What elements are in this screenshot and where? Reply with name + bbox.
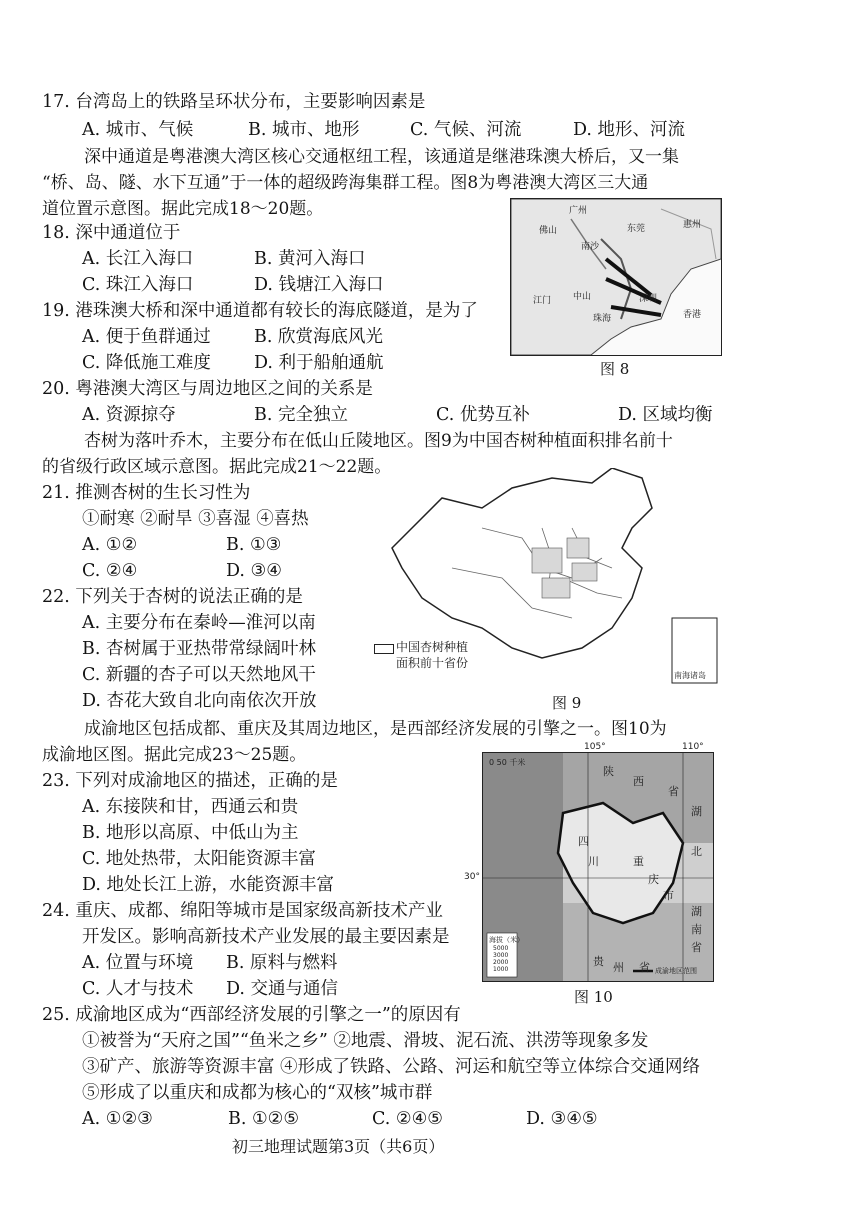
q25-option-d[interactable]: D. ③④⑤ [526, 1109, 598, 1129]
fig10-legend-level: 2000 [493, 959, 509, 966]
q20-stem: 20. 粤港澳大湾区与周边地区之间的关系是 [42, 379, 373, 399]
q20-option-a[interactable]: A. 资源掠夺 [82, 405, 176, 425]
fig10-province-char: 重 [633, 855, 644, 868]
q18-option-b[interactable]: B. 黄河入海口 [254, 249, 366, 269]
fig10-province-char: 贵 [593, 955, 604, 968]
fig10-province-char: 北 [691, 845, 702, 858]
q21-option-c[interactable]: C. ②④ [82, 561, 138, 581]
fig10-boundary-label: 成渝地区范围 [655, 967, 697, 975]
q21-option-b[interactable]: B. ①③ [226, 535, 282, 555]
fig10-province-char: 市 [663, 889, 674, 902]
q18-option-a[interactable]: A. 长江入海口 [82, 249, 194, 269]
q21-choices: ①耐寒 ②耐旱 ③喜湿 ④喜热 [82, 509, 309, 529]
q19-option-c[interactable]: C. 降低施工难度 [82, 353, 211, 373]
q25-option-a[interactable]: A. ①②③ [82, 1109, 153, 1129]
q24-stem-1: 24. 重庆、成都、绵阳等城市是国家级高新技术产业 [42, 901, 443, 921]
q18-stem: 18. 深中通道位于 [42, 223, 181, 243]
passage2-line-1: 杏树为落叶乔木，主要分布在低山丘陵地区。图9为中国杏树种植面积排名前十 [84, 431, 673, 451]
fig10-province-char: 州 [613, 961, 624, 974]
figure-9-caption: 图 9 [552, 694, 582, 712]
passage1-line-1: 深中通道是粤港澳大湾区核心交通枢纽工程，该通道是继港珠澳大桥后，又一集 [84, 147, 679, 167]
q25-choice-line-1: ①被誉为“天府之国”“鱼米之乡” ②地震、滑坡、泥石流、洪涝等现象多发 [82, 1031, 649, 1051]
q20-option-c[interactable]: C. 优势互补 [436, 405, 530, 425]
figure-10-map [482, 752, 714, 982]
figure-9-map [372, 468, 722, 688]
q25-choice-line-2: ③矿产、旅游等资源丰富 ④形成了铁路、公路、河运和航空等立体综合交通网络 [82, 1057, 701, 1077]
fig8-label-hongkong: 香港 [683, 310, 702, 320]
q22-option-d[interactable]: D. 杏花大致自北向南依次开放 [82, 691, 317, 711]
q19-option-b[interactable]: B. 欣赏海底风光 [254, 327, 383, 347]
q22-stem: 22. 下列关于杏树的说法正确的是 [42, 587, 303, 607]
fig10-lon-105: 105° [584, 742, 606, 752]
fig10-province-char: 湖 [691, 805, 702, 818]
fig10-legend-title: 海拔（米） [489, 936, 524, 944]
fig10-scale: 0 50 千米 [489, 758, 526, 767]
fig9-legend-swatch [374, 644, 394, 654]
figure-8-caption: 图 8 [600, 360, 630, 378]
q23-option-a[interactable]: A. 东接陕和甘，西通云和贵 [82, 797, 299, 817]
figure-10-caption: 图 10 [574, 988, 613, 1006]
passage3-line-2: 成渝地区图。据此完成23～25题。 [42, 745, 307, 765]
q19-stem: 19. 港珠澳大桥和深中通道都有较长的海底隧道，是为了 [42, 301, 478, 321]
passage3-line-1: 成渝地区包括成都、重庆及其周边地区，是西部经济发展的引擎之一。图10为 [84, 719, 667, 739]
q18-option-c[interactable]: C. 珠江入海口 [82, 275, 194, 295]
q21-option-d[interactable]: D. ③④ [226, 561, 282, 581]
figure-8-map [510, 198, 722, 356]
q20-option-b[interactable]: B. 完全独立 [254, 405, 348, 425]
q25-option-c[interactable]: C. ②④⑤ [372, 1109, 443, 1129]
q17-option-b[interactable]: B. 城市、地形 [248, 120, 360, 140]
fig10-province-char: 四 [578, 835, 589, 848]
fig10-province-char: 陕 [603, 765, 614, 778]
q25-choice-line-3: ⑤形成了以重庆和成都为核心的“双核”城市群 [82, 1083, 433, 1103]
q23-option-b[interactable]: B. 地形以高原、中低山为主 [82, 823, 299, 843]
q17-option-c[interactable]: C. 气候、河流 [410, 120, 522, 140]
fig8-label-huizhou: 惠州 [683, 220, 702, 230]
fig10-lat-30: 30° [464, 872, 480, 882]
q19-option-d[interactable]: D. 利于船舶通航 [254, 353, 384, 373]
q23-option-d[interactable]: D. 地处长江上游，水能资源丰富 [82, 875, 335, 895]
q24-option-d[interactable]: D. 交通与通信 [226, 979, 339, 999]
fig10-province-char: 庆 [648, 873, 659, 886]
fig10-province-char: 省 [668, 785, 679, 798]
q19-option-a[interactable]: A. 便于鱼群通过 [82, 327, 211, 347]
fig8-label-guangzhou: 广州 [569, 206, 588, 216]
fig10-legend-level: 5000 [493, 945, 509, 952]
q24-option-b[interactable]: B. 原料与燃料 [226, 953, 338, 973]
q25-stem: 25. 成渝地区成为“西部经济发展的引擎之一”的原因有 [42, 1005, 461, 1025]
fig8-label-nansha: 南沙 [581, 242, 600, 252]
passage2-line-2: 的省级行政区域示意图。据此完成21～22题。 [42, 457, 392, 477]
page-footer: 初三地理试题第3页（共6页） [232, 1137, 445, 1156]
fig10-legend-level: 1000 [493, 966, 509, 973]
fig8-label-dongguan: 东莞 [627, 224, 646, 234]
fig10-legend-level: 3000 [493, 952, 509, 959]
q21-stem: 21. 推测杏树的生长习性为 [42, 483, 251, 503]
fig10-province-char: 省 [639, 961, 650, 974]
fig10-lon-110: 110° [682, 742, 704, 752]
fig10-province-char: 川 [588, 855, 599, 868]
q22-option-a[interactable]: A. 主要分布在秦岭—淮河以南 [82, 613, 316, 633]
passage1-line-3: 道位置示意图。据此完成18～20题。 [42, 199, 324, 219]
fig10-province-char: 省 [691, 941, 702, 954]
q24-stem-2: 开发区。影响高新技术产业发展的最主要因素是 [82, 927, 450, 947]
fig10-province-char: 西 [633, 775, 644, 788]
q23-stem: 23. 下列对成渝地区的描述，正确的是 [42, 771, 338, 791]
q18-option-d[interactable]: D. 钱塘江入海口 [254, 275, 384, 295]
q24-option-c[interactable]: C. 人才与技术 [82, 979, 194, 999]
q17-stem: 17. 台湾岛上的铁路呈环状分布，主要影响因素是 [42, 92, 426, 112]
fig10-province-char: 湖 [691, 905, 702, 918]
q25-option-b[interactable]: B. ①②⑤ [228, 1109, 300, 1129]
fig8-label-foshan: 佛山 [539, 226, 558, 236]
fig8-label-jiangmen: 江门 [533, 296, 552, 306]
q21-option-a[interactable]: A. ①② [82, 535, 138, 555]
fig8-label-zhuhai: 珠海 [593, 314, 612, 324]
fig9-legend-line-2: 面积前十省份 [396, 656, 469, 670]
q17-option-d[interactable]: D. 地形、河流 [573, 120, 686, 140]
q17-option-a[interactable]: A. 城市、气候 [82, 120, 194, 140]
q22-option-b[interactable]: B. 杏树属于亚热带常绿阔叶林 [82, 639, 316, 659]
q22-option-c[interactable]: C. 新疆的杏子可以天然地风干 [82, 665, 316, 685]
fig8-label-shenzhen: 深圳 [639, 294, 658, 304]
q24-option-a[interactable]: A. 位置与环境 [82, 953, 194, 973]
fig10-province-char: 南 [691, 923, 702, 936]
passage1-line-2: “桥、岛、隧、水下互通”于一体的超级跨海集群工程。图8为粤港澳大湾区三大通 [42, 173, 649, 193]
fig9-inset-label: 南海诸岛 [674, 671, 706, 680]
fig8-label-zhongshan: 中山 [573, 292, 592, 302]
fig9-legend-line-1: 中国杏树种植 [396, 640, 469, 654]
q23-option-c[interactable]: C. 地处热带，太阳能资源丰富 [82, 849, 316, 869]
q20-option-d[interactable]: D. 区域均衡 [618, 405, 713, 425]
